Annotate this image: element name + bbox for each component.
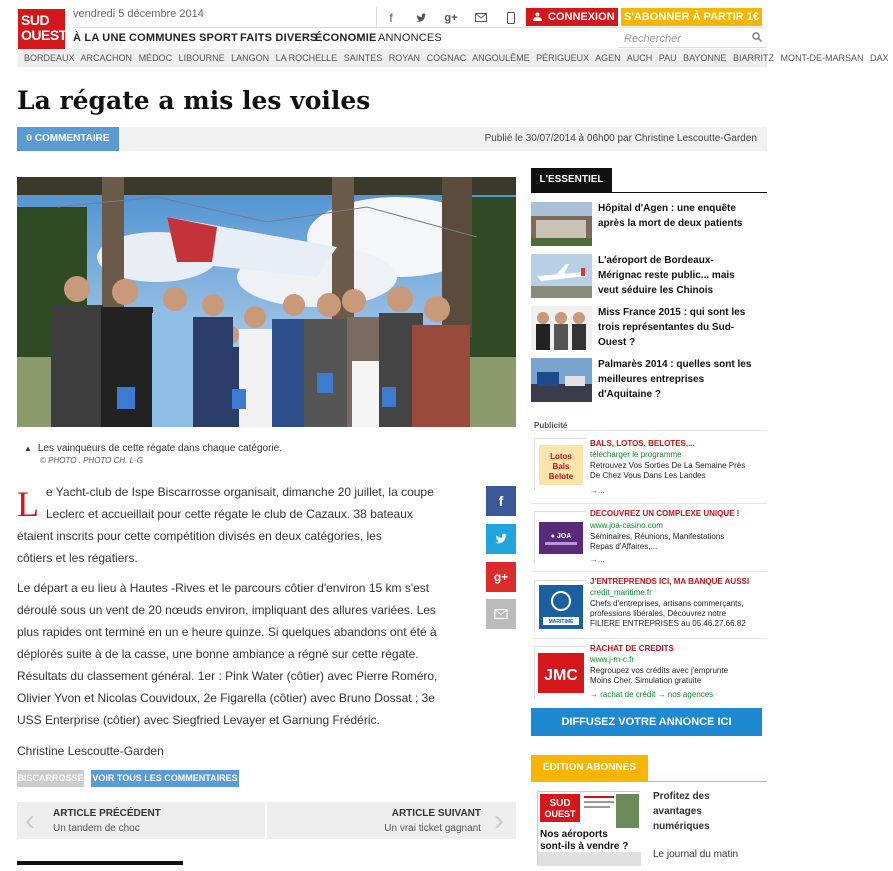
page-title: La régate a mis les voiles [17,86,371,115]
ad-text-line: Moins Cher. Simulation gratuite [590,676,702,685]
text-line: USS Enterprise (côtier) avec Siegfried Levayer et Garnung Frédéric. [17,713,380,727]
photo-caption [24,443,282,454]
city-link[interactable]: LANGON [231,53,270,63]
nav-communes[interactable]: COMMUNES [129,32,196,44]
news-headline[interactable] [598,201,766,231]
chevron-left-icon[interactable]: ‹ [25,804,35,837]
headline-line: trois représentantes du Sud- [598,322,735,333]
city-link[interactable]: PÉRIGUEUX [536,53,590,63]
nav-a-la-une[interactable]: À LA UNE [73,32,127,44]
twitter-icon[interactable] [486,524,516,554]
headline-line: Mérignac reste public... mais [598,270,735,281]
article-paragraph [46,481,466,525]
news-headline[interactable] [598,357,766,402]
svg-text:Bals: Bals [552,462,570,471]
nav-sport[interactable]: SPORT [199,32,238,44]
article-paragraph [17,577,477,731]
svg-text:● JOA: ● JOA [550,533,572,540]
ad-text-line: Repas d'Affaires,... [590,542,658,551]
ad-more-link[interactable]: →... [590,486,605,495]
text-line: déplorés suite à de la casse, une bonne ambiance a régné sur cette régate. [17,647,419,661]
divider [531,781,767,782]
ad-logo[interactable] [534,580,586,632]
ad-description [590,599,768,629]
logo[interactable] [18,9,65,49]
google-plus-icon[interactable]: g+ [444,12,458,24]
next-article-label[interactable]: ARTICLE SUIVANT [391,808,481,819]
mobile-icon[interactable] [502,9,520,27]
headline-line: Hôpital d'Agen : une enquête [598,203,736,214]
city-link[interactable]: BORDEAUX [24,53,75,63]
city-link[interactable]: BAYONNE [683,53,727,63]
mail-icon[interactable] [472,9,490,27]
subscriber-subtitle: Le journal du matin [653,849,739,860]
text-line: étaient inscrits pour cette compétition divisés en deux catégories, les [17,529,382,543]
post-ad-button[interactable]: DIFFUSEZ VOTRE ANNONCE ICI [531,708,762,736]
caption-arrow-icon: ▲ [24,444,32,453]
divider [531,571,767,572]
divider [73,27,763,28]
promo-line: avantages [653,806,702,817]
text-line: plus rapides ont terminé en un e heure quinze. Si quelques abandons ont été à [17,625,437,639]
city-nav [18,49,889,67]
city-link[interactable]: LIBOURNE [178,53,225,63]
city-link[interactable]: SAINTES [343,53,383,63]
connexion-button[interactable] [526,8,618,26]
divider [531,430,767,431]
city-link[interactable]: PAU [658,53,677,63]
city-link[interactable]: MONT-DE-MARSAN [780,53,864,63]
ad-title[interactable]: BALS, LOTOS, BELOTES,... [590,439,695,448]
ad-text-line: Retrouvez Vos Sorties De La Semaine Près [590,461,746,470]
logo-line-2: OUEST [21,27,67,43]
news-thumbnail[interactable] [531,306,592,350]
text-line: déroulé sous un vent de 20 nœuds environ, impliquant des allures variées. Les [17,603,436,617]
mail-icon[interactable] [486,599,516,629]
text-line: Résultats du classement général. 1er : Pink Water (côtier) avec Pierre Roméro, [17,669,438,683]
ad-url[interactable]: www.joa-casino.com [590,521,663,530]
news-thumbnail[interactable] [531,358,592,402]
text-line: Le départ a eu lieu à Hautes -Rives et le parcours côtier d'environ 15 km s'est [17,581,430,595]
ad-more-link[interactable]: →... [590,555,605,564]
subscribe-button[interactable]: S'ABONNER À PARTIR 1€ [621,8,762,26]
publication-info: Publié le 30/07/2014 à 06h00 par Christine Lescoutte-Garden [484,133,757,144]
divider [531,503,767,504]
ad-logo[interactable] [534,511,586,563]
headline-line: meilleures entreprises [598,374,705,385]
headline-line: Ouest ? [598,337,636,348]
text-line: côtiers et les régatiers. [17,551,138,565]
next-article-title[interactable]: Un vrai ticket gagnant [384,823,481,834]
headline-line: sont-ils à vendre ? [540,841,629,852]
facebook-icon[interactable]: f [486,486,516,516]
ad-text-line: FILIERE ENTREPRISES au 05.46.27.66.82 [590,619,746,628]
ad-title[interactable]: RACHAT DE CREDITS [590,644,674,653]
text-line: Olivier Yvon et Nicolas Couvidoux, 2e Figarella (côtier) avec Bruno Dossat ; 3e [17,691,435,705]
svg-text:MARITIME: MARITIME [548,619,574,625]
section-band [17,861,183,865]
ad-url[interactable]: www.j-m-c.fr [590,655,634,664]
svg-text:Lotos: Lotos [550,452,572,461]
text-line: Leclerc et accueillait pour cette régate le club de Cazaux. 38 bateaux [46,507,413,521]
ad-description [590,666,768,686]
article-paragraph [17,525,457,569]
divider [531,638,767,639]
google-plus-icon[interactable]: g+ [486,562,516,592]
promo-line: Profitez des [653,791,710,802]
ad-text-line: Chefs d'entreprises, artisans commerçants, [590,599,744,608]
news-headline[interactable] [598,305,766,350]
subscriber-promo[interactable] [653,789,710,834]
svg-text:Belote: Belote [548,472,574,481]
city-link[interactable]: DAX [870,53,889,63]
article-author: Christine Lescoutte-Garden [17,744,164,758]
ad-title[interactable]: J'ENTREPRENDS ICI, MA BANQUE AUSSI [590,577,750,586]
city-link[interactable]: ANGOULÊME [472,53,530,63]
comment-count-button[interactable]: 0 COMMENTAIRE [17,127,119,151]
ad-logo[interactable] [534,438,586,490]
news-headline[interactable] [598,253,766,298]
drop-cap: L [17,484,39,524]
ad-description [590,461,768,481]
ad-text-line: Séminaires, Réunions, Manifestations [590,532,725,541]
news-thumbnail[interactable] [531,202,592,246]
nav-faits-divers[interactable]: FAITS DIVERS [240,32,318,44]
logo-line-1: SUD [21,12,50,28]
svg-text:OUEST: OUEST [544,809,576,819]
ad-text-line: De Chez Vous Dans Les Landes [590,471,706,480]
divider [531,192,767,193]
see-all-comments-button[interactable]: VOIR TOUS LES COMMENTAIRES [91,770,239,787]
city-link[interactable]: AUCH [626,53,653,63]
svg-text:JMC: JMC [544,667,578,684]
headline-line: d'Aquitaine ? [598,389,661,400]
ad-text-line: Regroupez vos crédits avec j'emprunte [590,666,729,675]
city-link[interactable]: ARCACHON [80,53,133,63]
city-link[interactable]: ROYAN [388,53,421,63]
subscriber-edition-heading: ÉDITION ABONNÉS [531,755,648,781]
newspaper-cover[interactable] [537,791,640,865]
article-photo [17,177,516,427]
search-icon[interactable] [752,32,762,45]
headline-line: L'aéroport de Bordeaux- [598,255,714,266]
ad-logo[interactable] [534,646,586,698]
prev-article-title[interactable]: Un tandem de choc [53,823,140,834]
city-link[interactable]: BIARRITZ [732,53,774,63]
city-link[interactable]: LA ROCHELLE [275,53,338,63]
essentiel-heading: L'ESSENTIEL [531,168,612,192]
ad-label: Publicité [534,421,568,430]
headline-line: Miss France 2015 : qui sont les [598,307,746,318]
facebook-icon[interactable]: f [389,11,393,25]
nav-economie[interactable]: ÉCONOMIE [315,32,377,44]
svg-text:SUD: SUD [549,798,571,809]
chevron-right-icon[interactable]: › [494,804,504,837]
nav-annonces[interactable]: ANNONCES [378,32,442,44]
connexion-label: CONNEXION [548,11,615,23]
divider [265,802,267,839]
city-link[interactable]: MÉDOC [138,53,173,63]
news-thumbnail[interactable] [531,254,592,298]
photo-credit: © PHOTO . PHOTO CH. L-G [40,456,143,465]
user-icon [533,12,542,21]
ad-text-line: professions libérales, Découvrez notre [590,609,727,618]
newspaper-headline [540,829,628,853]
city-link[interactable]: AGEN [595,53,621,63]
headline-line: Palmarès 2014 : quelles sont les [598,359,752,370]
date: vendredi 5 décembre 2014 [73,8,204,20]
ad-description [590,532,768,552]
ad-title[interactable]: DECOUVREZ UN COMPLEXE UNIQUE ! [590,509,740,518]
twitter-icon[interactable] [412,9,430,27]
divider [376,7,377,27]
search-input[interactable]: Rechercher [618,30,766,48]
headline-line: veut séduire les Chinois [598,285,714,296]
caption-text: Les vainqueurs de cette régate dans chaque catégorie. [37,443,282,454]
ad-url[interactable]: télécharger le programme [590,450,682,459]
headline-line: après la mort de deux patients [598,218,743,229]
ad-more-link[interactable]: → rachat de crédit → nos agences [590,690,714,699]
headline-line: Nos aéroports [540,829,608,840]
promo-line: numériques [653,821,710,832]
ad-url[interactable]: credit_maritime.fr [590,588,652,597]
city-link[interactable]: COGNAC [426,53,467,63]
prev-article-label[interactable]: ARTICLE PRÉCÉDENT [53,808,161,819]
tag-biscarrosse[interactable]: BISCARROSSE [17,770,84,787]
text-line: e Yacht-club de Ispe Biscarrosse organisait, dimanche 20 juillet, la coupe [46,485,434,499]
